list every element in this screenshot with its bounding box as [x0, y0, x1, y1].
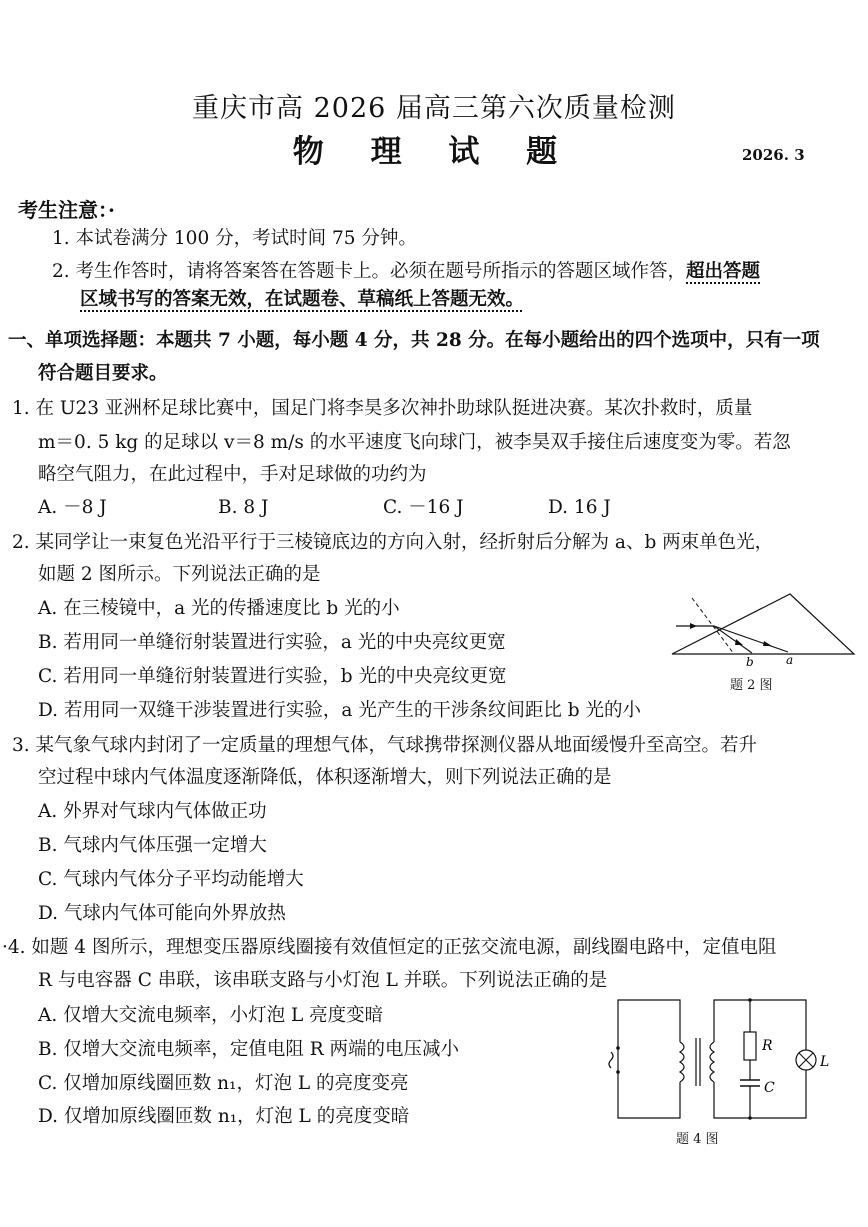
- section-1-heading-cont: 符合题目要求。: [38, 363, 168, 384]
- q2-option-a: A. 在三棱镜中，a 光的传播速度比 b 光的小: [38, 598, 400, 619]
- refracted-ray-b: [714, 626, 752, 653]
- q4-option-a: A. 仅增大交流电频率，小灯泡 L 亮度变暗: [38, 1005, 384, 1026]
- ac-source-icon: [609, 1052, 613, 1068]
- q2-stem-line-2: 如题 2 图所示。下列说法正确的是: [38, 564, 321, 585]
- incident-arrow: [690, 623, 697, 629]
- q4-option-d: D. 仅增加原线圈匝数 n₁，灯泡 L 的亮度变暗: [38, 1106, 410, 1127]
- q3-option-a: A. 外界对气球内气体做正功: [38, 801, 267, 822]
- q1-option-b: B. 8 J: [218, 497, 269, 518]
- q2-option-d: D. 若用同一双缝干涉装置进行实验，a 光产生的干涉条纹间距比 b 光的小: [38, 700, 641, 721]
- refracted-ray-a: [714, 626, 788, 652]
- q1-stem-line-3: 略空气阻力，在此过程中，手对足球做的功约为: [38, 464, 427, 485]
- q2-option-c: C. 若用同一单缝衍射装置进行实验，b 光的中央亮纹更宽: [38, 666, 507, 687]
- secondary-wire-bottom: [714, 1070, 806, 1118]
- section-1-heading: 一、单项选择题：本题共 7 小题，每小题 4 分，共 28 分。在每小题给出的四个选项中，只有一项: [8, 330, 820, 351]
- q3-option-d: D. 气球内气体可能向外界放热: [38, 903, 286, 924]
- ray-b-label: b: [746, 655, 754, 668]
- q1-option-a: A. －8 J: [38, 497, 107, 518]
- notice-item-2: [52, 259, 760, 285]
- q3-stem-line-1: 3. 某气象气球内封闭了一定质量的理想气体，气球携带探测仪器从地面缓慢升至高空。若升: [12, 735, 758, 756]
- q4-option-c: C. 仅增加原线圈匝数 n₁，灯泡 L 的亮度变亮: [38, 1073, 409, 1094]
- source-terminal-top: [616, 1046, 620, 1050]
- notice-item-2-text: 2. 考生作答时，请将答案答在答题卡上。必须在题号所指示的答题区域作答，: [52, 261, 687, 282]
- q4-stem-line-1: ·4. 如题 4 图所示，理想变压器原线圈接有效值恒定的正弦交流电源，副线圈电路中，定值电阻: [2, 937, 777, 958]
- resistor-icon: [744, 1032, 756, 1060]
- q3-stem-line-2: 空过程中球内气体温度逐渐降低，体积逐渐增大，则下列说法正确的是: [38, 767, 612, 788]
- q1-option-d: D. 16 J: [548, 497, 611, 518]
- prism-outline: [672, 594, 854, 654]
- q2-option-b: B. 若用同一单缝衍射装置进行实验，a 光的中央亮纹更宽: [38, 632, 506, 653]
- ray-a-arrow: [763, 641, 772, 646]
- q3-option-b: B. 气球内气体压强一定增大: [38, 835, 267, 856]
- secondary-coil: [710, 1042, 714, 1082]
- notice-heading: 考生注意：·: [18, 198, 115, 222]
- q4-figure-caption: 题 4 图: [676, 1132, 719, 1147]
- exam-date: 2026. 3: [742, 146, 805, 164]
- resistor-label: R: [762, 1038, 773, 1054]
- subject-title: 物 理 试 题: [292, 134, 576, 170]
- q3-option-c: C. 气球内气体分子平均动能增大: [38, 869, 304, 890]
- capacitor-label: C: [764, 1080, 775, 1096]
- q4-option-b: B. 仅增大交流电频率，定值电阻 R 两端的电压减小: [38, 1039, 460, 1060]
- q4-stem-line-2: R 与电容器 C 串联，该串联支路与小灯泡 L 并联。下列说法正确的是: [38, 970, 608, 991]
- source-terminal-bottom: [616, 1070, 620, 1074]
- junction-top: [748, 998, 752, 1002]
- notice-item-1: 1. 本试卷满分 100 分，考试时间 75 分钟。: [52, 228, 417, 249]
- notice-item-2-continued: 区域书写的答案无效，在试题卷、草稿纸上答题无效。: [80, 289, 525, 310]
- ray-a-label: a: [786, 653, 794, 667]
- lamp-label: L: [820, 1054, 830, 1070]
- q1-stem-line-1: 1. 在 U23 亚洲杯足球比赛中，国足门将李昊多次神扑助球队挺进决赛。某次扑救时，质量: [12, 398, 753, 419]
- q4-transformer-circuit: [598, 996, 838, 1124]
- ray-b-arrow: [735, 639, 743, 645]
- q2-prism-figure: [668, 590, 858, 668]
- q1-option-c: C. －16 J: [383, 497, 464, 518]
- primary-coil: [680, 1042, 684, 1082]
- notice-item-2-emphasis: 超出答题: [686, 261, 761, 282]
- q2-stem-line-1: 2. 某同学让一束复色光沿平行于三棱镜底边的方向入射，经折射后分解为 a、b 两束单色光，: [12, 532, 774, 553]
- exam-title: 重庆市高 2026 届高三第六次质量检测: [192, 93, 676, 124]
- q1-stem-line-2: m＝0. 5 kg 的足球以 v＝8 m/s 的水平速度飞向球门，被李昊双手接住后速度变为零。若忽: [38, 432, 791, 453]
- secondary-wire-top: [714, 1000, 806, 1050]
- primary-wire: [618, 1000, 680, 1118]
- q2-figure-caption: 题 2 图: [730, 678, 773, 693]
- junction-bottom: [748, 1116, 752, 1120]
